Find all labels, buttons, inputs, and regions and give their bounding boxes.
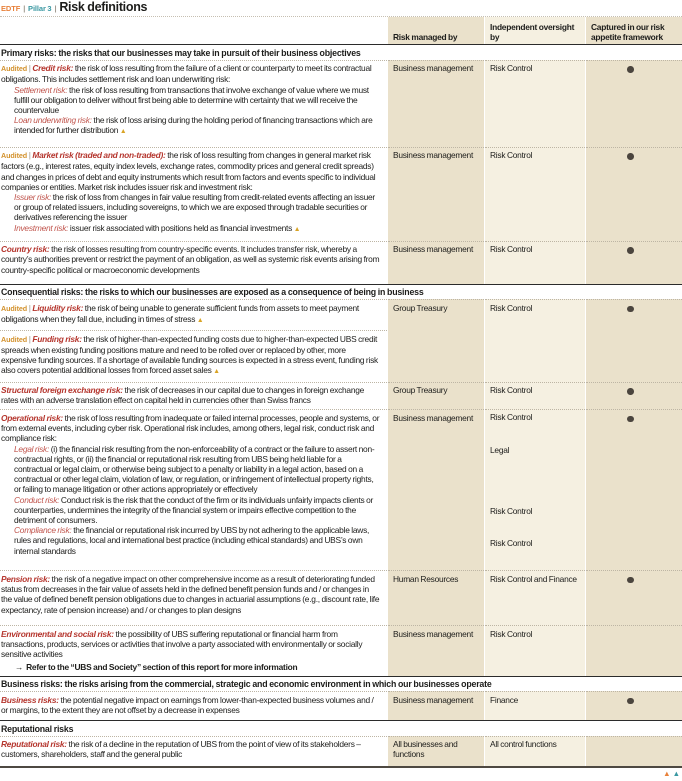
risk-row-structural_fx	[0, 382, 682, 410]
sub-risk-definition: Conduct risk: Conduct risk is the risk that the conduct of the firm or its individuals unfairly impacts clients or counterparties, undermines the integrity of the financial system or impairs effective competition to the detriment of consumers.	[14, 494, 374, 525]
column-header-managed: Risk managed by	[388, 17, 484, 44]
oversight-label: Risk Control	[490, 538, 533, 549]
risk-name: Country risk:	[1, 244, 50, 255]
risk-description-cell	[0, 409, 387, 570]
sub-risk-definition: Settlement risk: the risk of loss resulting from transactions that involve exchange of value where we must fulfill our obligation to deliver without first being able to determine with certainty that we will receive the countervalue	[14, 84, 369, 116]
sub-risk-name: Settlement risk:	[14, 84, 68, 95]
risk-name: Business risks:	[1, 694, 59, 705]
risk-definition-text: Environmental and social risk: the possibility of UBS suffering reputational or financial harm from transactions, products, services or activities that involve a party associated with environmentally or socially sensitive activities	[1, 628, 363, 660]
independent-oversight-cell: Finance	[485, 691, 585, 720]
risk-managed-by-cell: All businesses and functions	[388, 736, 484, 766]
table-body	[0, 44, 682, 766]
independent-oversight-cell: Risk Control	[485, 299, 585, 330]
captured-in-framework-cell	[586, 625, 682, 675]
title-row	[0, 0, 682, 17]
risk-definition-text: Business risks: the potential negative impact on earnings from lower-than-expected business volumes and / or margins, to the extent they are not offset by a decrease in expenses	[1, 694, 374, 715]
risk-managed-by-cell: Business management	[388, 60, 484, 147]
risk-row-operational	[0, 409, 682, 570]
captured-dot	[627, 153, 634, 160]
column-header-oversight: Independent oversight by	[485, 17, 585, 44]
risk-definition-text: Structural foreign exchange risk: the risk of decreases in our capital due to changes in foreign exchange rates with an adverse translation effect on capital held in currencies other than Swiss francs	[1, 385, 365, 406]
audited-scope-triangle-icon: ▲	[213, 368, 220, 376]
oversight-label: Risk Control	[490, 412, 533, 423]
independent-oversight-cell: Risk Control	[485, 147, 585, 241]
risk-row-business	[0, 691, 682, 720]
independent-oversight-cell	[485, 409, 585, 570]
captured-in-framework-cell	[586, 570, 682, 625]
captured-in-framework-cell	[586, 241, 682, 284]
arrow-right-icon: →	[15, 661, 24, 672]
tag-separator: |	[23, 4, 26, 13]
captured-dot	[627, 66, 634, 73]
audited-scope-triangle-icon: ▲	[196, 316, 204, 324]
risk-managed-by-cell	[388, 330, 484, 381]
audited-label: Audited	[1, 303, 28, 313]
oversight-label: Legal	[490, 445, 510, 456]
risk-managed-by-cell: Business management	[388, 625, 484, 675]
audited-separator: |	[27, 150, 33, 161]
risk-description-cell	[0, 570, 387, 625]
sub-risk-name: Investment risk:	[14, 222, 69, 233]
risk-managed-by-cell: Group Treasury	[388, 299, 484, 330]
sub-risk-definition: Legal risk: (i) the financial risk resulting from the non-enforceability of a contract or the failure to assert non-contractual rights, or (ii) the financial or reputational risk resulting from UBS being held liable for a contractual or legal claim, or otherwise being subject to a penalty or liability in a legal action, based on a contractual or other legal claim, violation of law, or regulation, or infringement of intellectual property rights, or failing to manage litigation or other actions appropriately or effectively	[14, 443, 375, 495]
captured-dot	[627, 388, 634, 395]
captured-dot	[627, 577, 634, 584]
independent-oversight-cell: All control functions	[485, 736, 585, 766]
sub-risk-name: Compliance risk:	[14, 525, 72, 536]
risk-row-pension	[0, 570, 682, 625]
risk-description-cell	[0, 147, 387, 241]
sub-risk-definition: Compliance risk: the financial or reputational risk incurred by UBS by not adhering to the applicable laws, rules and regulations, local and international best practice (including ethical standards) and UBS’s own internal standards	[14, 525, 370, 556]
risk-name: Liquidity risk:	[32, 302, 84, 313]
section-header: Reputational risks	[0, 720, 682, 736]
page-title: Risk definitions	[59, 0, 148, 14]
sub-risk-definition: Investment risk: issuer risk associated with positions held as financial investments ▲	[14, 222, 301, 233]
captured-in-framework-cell	[586, 60, 682, 147]
risk-definition-text: Reputational risk: the risk of a decline in the reputation of UBS from the point of view of its stakeholders – customers, shareholders, staff and the general public	[1, 739, 361, 760]
risk-managed-by-cell: Business management	[388, 241, 484, 284]
captured-in-framework-cell	[586, 409, 682, 570]
risk-name: Pension risk:	[1, 573, 50, 584]
captured-in-framework-cell	[586, 330, 682, 381]
risk-name: Funding risk:	[32, 333, 82, 344]
risk-name: Environmental and social risk:	[1, 628, 114, 639]
sub-risk-name: Loan underwriting risk:	[14, 115, 92, 126]
footer-markers	[0, 768, 682, 781]
sub-risk-definition: Issuer risk: the risk of loss from changes in fair value resulting from credit-related events affecting an issuer or group of related issuers, including sovereigns, to which we are exposed through tradable securities or derivatives referencing the issuer	[14, 192, 375, 223]
risk-description-cell	[0, 299, 387, 330]
risk-definition-text: Audited | Market risk (traded and non-traded): the risk of loss resulting from changes in general market risk factors (e.g., interest rates, equity index levels, exchange rates, commodity prices and general credit spreads) and changes in prices of debt and equity instruments which result from factors and events specific to individual companies or entities. Market risk includes issuer risk and investment risk:	[1, 150, 376, 192]
pillar3-marker-triangle-icon: ▲	[672, 768, 680, 778]
independent-oversight-cell: Risk Control	[485, 60, 585, 147]
risk-row-reputational	[0, 736, 682, 766]
audited-separator: |	[27, 302, 33, 313]
risk-row-credit	[0, 60, 682, 147]
risk-row-liquidity	[0, 299, 682, 330]
risk-definition-text: Audited | Funding risk: the risk of higher-than-expected funding costs due to higher-than-expected UBS credit spreads when existing funding positions mature and need to be rolled over or replaced by other, more expensive funding sources. If a shortage of available funding sources is expected in a stress event, funding risk also covers potential additional losses from forced asset sales ▲	[1, 333, 378, 376]
risk-row-funding	[0, 330, 682, 381]
independent-oversight-cell: Risk Control and Finance	[485, 570, 585, 625]
risk-definition-text: Country risk: the risk of losses resulting from country-specific events. It includes transfer risk, whereby a country’s authorities prevent or restrict the payment of an obligation, as well as systemic risk events arising from country-specific political or macroeconomic developments	[1, 244, 380, 275]
sub-risk-name: Issuer risk:	[14, 192, 52, 203]
risk-definition-text: Operational risk: the risk of loss resulting from inadequate or failed internal processes, people and systems, or from external events, including cyber risk. Operational risk includes, among others, legal risk, conduct risk and compliance risk:	[1, 412, 380, 444]
refer-note: → Refer to the “UBS and Society” section of this report for more information	[15, 661, 298, 672]
column-header-row	[0, 17, 682, 44]
audited-label: Audited	[1, 151, 28, 161]
risk-name: Operational risk:	[1, 412, 63, 423]
captured-dot	[627, 416, 634, 423]
risk-row-country	[0, 241, 682, 284]
captured-in-framework-cell	[586, 382, 682, 410]
audited-scope-triangle-icon: ▲	[293, 225, 301, 233]
captured-in-framework-cell	[586, 736, 682, 766]
section-header: Business risks: the risks arising from the commercial, strategic and economic environment in which our businesses operate	[0, 676, 682, 692]
sub-risk-name: Legal risk:	[14, 443, 50, 454]
independent-oversight-cell	[485, 330, 585, 381]
risk-description-cell	[0, 241, 387, 284]
audited-label: Audited	[1, 64, 28, 74]
risk-description-cell	[0, 736, 387, 766]
risk-managed-by-cell: Group Treasury	[388, 382, 484, 410]
independent-oversight-cell: Risk Control	[485, 625, 585, 675]
risk-name: Structural foreign exchange risk:	[1, 385, 123, 396]
pillar3-tag: Pillar 3	[28, 4, 52, 13]
risk-name: Market risk (traded and non-traded):	[32, 150, 166, 161]
captured-dot	[627, 247, 634, 254]
risk-definition-text: Pension risk: the risk of a negative impact on other comprehensive income as a result of deteriorating funded status from decreases in the fair value of assets held in the defined benefit pension funds and / or changes in the value of defined benefit pension obligations due to changes in actuarial assumptions (e.g., discount rate, life expectancy, rate of pension increase) and / or changes to plan designs	[1, 573, 380, 615]
risk-description-cell	[0, 625, 387, 675]
edtf-marker-triangle-icon: ▲	[663, 768, 671, 778]
audited-scope-triangle-icon: ▲	[119, 128, 127, 136]
risk-description-cell	[0, 691, 387, 720]
sub-risk-definition: Loan underwriting risk: the risk of loss arising during the holding period of financing transactions which are intended for further distribution ▲	[14, 115, 373, 136]
audited-separator: |	[27, 333, 33, 344]
risk-managed-by-cell: Business management	[388, 691, 484, 720]
captured-dot	[627, 698, 634, 705]
risk-name: Reputational risk:	[1, 739, 67, 750]
risk-description-cell	[0, 330, 387, 381]
risk-description-cell	[0, 382, 387, 410]
risk-row-market	[0, 147, 682, 241]
risk-description-cell	[0, 60, 387, 147]
captured-in-framework-cell	[586, 299, 682, 330]
column-header-captured: Captured in our risk appetite framework	[586, 17, 682, 44]
independent-oversight-cell: Risk Control	[485, 382, 585, 410]
audited-label: Audited	[1, 334, 28, 344]
audited-separator: |	[27, 63, 33, 74]
risk-name: Credit risk:	[32, 63, 74, 74]
risk-managed-by-cell: Business management	[388, 147, 484, 241]
section-header: Primary risks: the risks that our businesses may take in pursuit of their business objectives	[0, 44, 682, 60]
column-header-spacer	[0, 17, 387, 44]
risk-definition-text: Audited | Liquidity risk: the risk of being unable to generate sufficient funds from assets to meet payment obligations when they fall due, including in times of stress ▲	[1, 302, 359, 324]
captured-in-framework-cell	[586, 691, 682, 720]
risk-row-environmental	[0, 625, 682, 675]
tag-separator: |	[54, 4, 57, 13]
risk-managed-by-cell: Business management	[388, 409, 484, 570]
section-header: Consequential risks: the risks to which our businesses are exposed as a consequence of being in business	[0, 284, 682, 300]
sub-risk-name: Conduct risk:	[14, 494, 60, 505]
risk-definition-text: Audited | Credit risk: the risk of loss resulting from the failure of a client or counterparty to meet its contractual obligations. This includes settlement risk and loan underwriting risk:	[1, 63, 372, 85]
risk-managed-by-cell: Human Resources	[388, 570, 484, 625]
edtf-tag: EDTF	[1, 4, 21, 13]
oversight-label: Risk Control	[490, 506, 533, 517]
captured-in-framework-cell	[586, 147, 682, 241]
captured-dot	[627, 306, 634, 313]
independent-oversight-cell: Risk Control	[485, 241, 585, 284]
